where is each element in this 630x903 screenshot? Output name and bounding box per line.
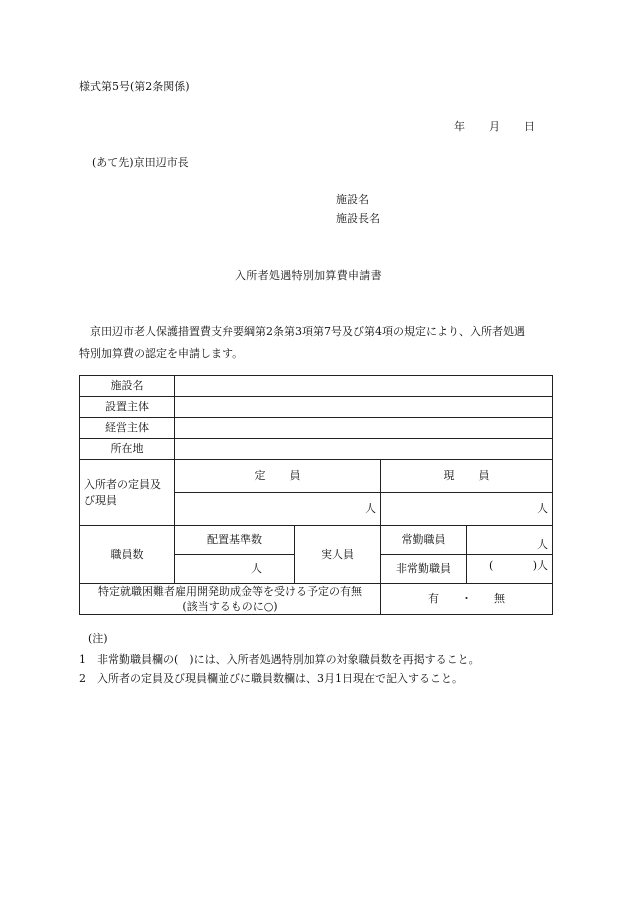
subsidy-yes-option[interactable]: 有 [428,592,439,606]
establishing-body-label: 設置主体 [80,397,175,418]
actual-staff-label: 実人員 [295,526,381,584]
document-title: 入所者処遇特別加算費申請書 [235,269,382,282]
subsidy-answer [381,584,553,615]
capacity-unit: 人 [365,502,376,516]
statement-line-1: 京田辺市老人保護措置費支弁要綱第2条第3項第7号及び第4項の規定により、入所者処遇 [90,325,525,338]
application-statement [79,321,551,365]
current-header-a: 現 [443,469,455,483]
form-number: 様式第5号(第2条関係) [79,80,190,93]
parttime-field[interactable] [467,555,553,584]
current-field[interactable] [381,493,553,526]
staff-count-label: 職員数 [80,526,175,584]
subsidy-question [80,584,381,615]
capacity-field[interactable] [175,493,381,526]
subsidy-no-option[interactable]: 無 [494,592,505,606]
staffing-standard-unit: 人 [251,562,262,576]
date-year: 年 [454,120,465,133]
capacity-header-b: 員 [289,469,301,483]
subsidy-question-line-2: (該当するものに○) [182,600,278,613]
fulltime-field[interactable] [467,526,553,555]
facility-field[interactable] [175,376,553,397]
establishing-body-field[interactable] [175,397,553,418]
date-day: 日 [524,120,535,133]
current-unit: 人 [537,502,548,516]
parttime-paren-close: )人 [532,559,548,572]
note-item-2: 2 入所者の定員及び現員欄並びに職員数欄は、3月1日現在で記入すること。 [79,672,463,685]
note-item-1: 1 非常勤職員欄の( )には、入所者処遇特別加算の対象職員数を再掲すること。 [79,653,480,666]
staffing-standard-field[interactable] [175,555,295,584]
date-line [454,120,535,133]
fulltime-label: 常勤職員 [381,526,467,555]
facility-label: 施設名 [80,376,175,397]
operating-body-field[interactable] [175,418,553,439]
location-label: 所在地 [80,439,175,460]
location-field[interactable] [175,439,553,460]
date-month: 月 [489,120,500,133]
fulltime-unit: 人 [537,537,548,551]
capacity-header-a: 定 [254,469,266,483]
parttime-paren-open: ( [489,559,494,572]
staffing-standard-label: 配置基準数 [175,526,295,555]
facility-name-label: 施設名 [336,193,369,206]
current-header [381,460,553,493]
subsidy-separator: ・ [461,592,472,606]
capacity-header [175,460,381,493]
operating-body-label: 経営主体 [80,418,175,439]
current-header-b: 員 [478,469,490,483]
notes-heading: (注) [88,632,108,645]
statement-line-2: 特別加算費の認定を申請します。 [79,347,244,360]
subsidy-question-line-1: 特定就職困難者雇用開発助成金等を受ける予定の有無 [98,585,362,598]
parttime-label: 非常勤職員 [381,555,467,584]
facility-head-label: 施設長名 [336,212,380,225]
addressee: (あて先)京田辺市長 [92,156,189,169]
application-form-table [79,375,553,615]
capacity-row-label: 入所者の定員及び現員 [80,460,175,526]
